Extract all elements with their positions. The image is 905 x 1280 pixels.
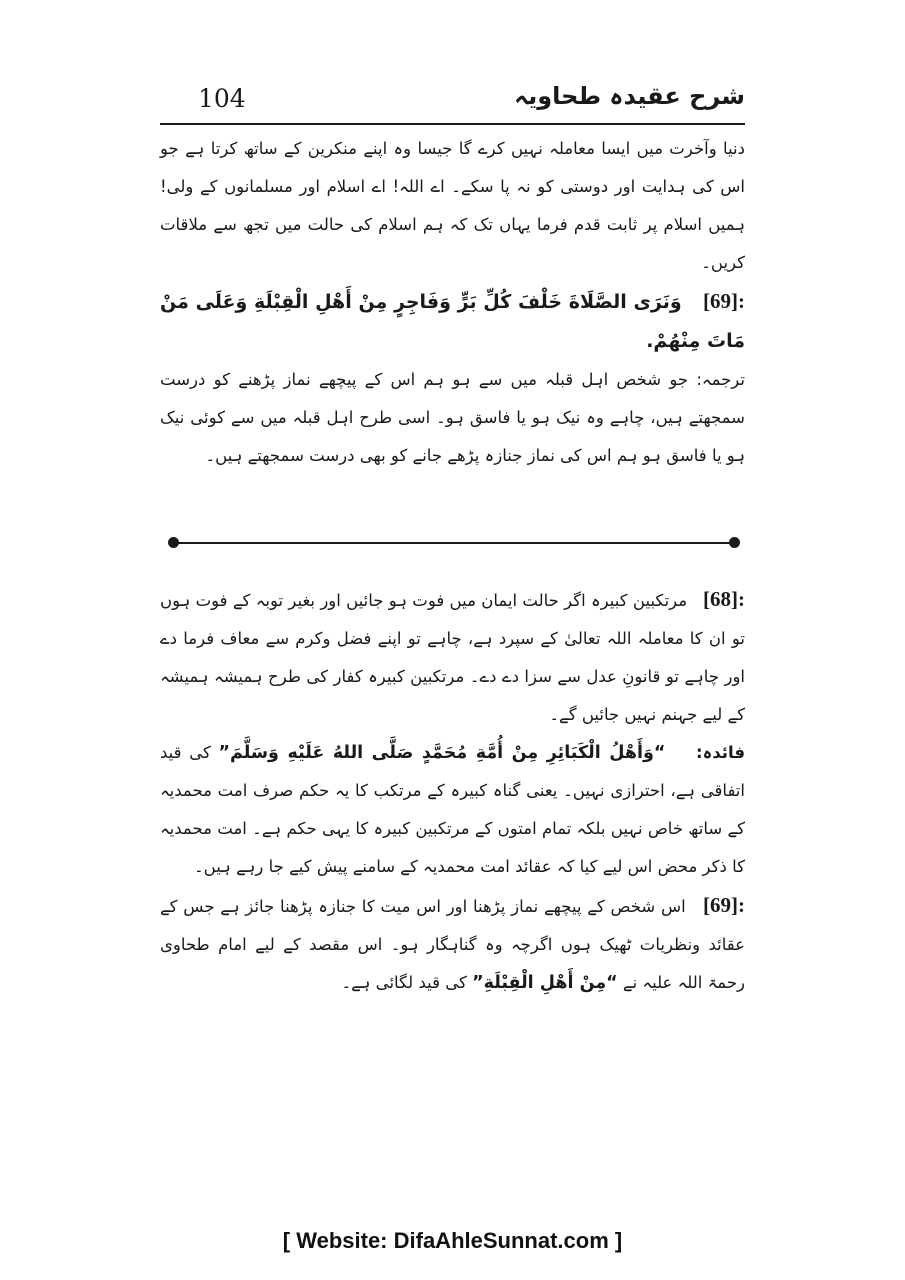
website-footer: [ Website: DifaAhleSunnat.com ] xyxy=(282,1228,623,1253)
matn-paragraph xyxy=(160,282,745,361)
note-68-number: [68]: xyxy=(703,587,745,611)
page-number: 104 xyxy=(198,84,246,113)
running-title: شرح عقیدہ طحاویہ xyxy=(514,82,745,110)
intro-paragraph: دنیا وآخرت میں ایسا معاملہ نہیں کرے گا جیسا وہ اپنے منکرین کے ساتھ کرتا ہے جو اس کی ہدایت اور دوستی کو نہ پا سکے۔ اے اللہ! اے اسلام اور مسلمانوں کے ولی! ہمیں اسلام پر ثابت قدم فرما یہاں تک کہ ہم اسلام کی حالت میں تجھ سے ملاقات کریں۔ xyxy=(160,139,745,272)
note-69-number: [69]: xyxy=(703,893,745,917)
divider-dot-left xyxy=(168,537,179,548)
matn-number: [69]: xyxy=(703,289,745,313)
note-69-text-b: کی قید لگائی ہے۔ xyxy=(341,973,467,992)
faida-text: کی قید اتفاقی ہے، احترازی نہیں۔ یعنی گناہ کبیرہ کے مرتکب کا یہ حکم صرف امت محمدیہ کے ساتھ خاص نہیں بلکہ تمام امتوں کے مرتکبین کبیرہ کا یہی حکم ہے۔ امت محمدیہ کا ذکر محض اس لیے کیا کہ عقائد امت محمدیہ کے سامنے پیش کیے جا رہے ہیں۔ xyxy=(160,743,745,876)
matn-section xyxy=(160,130,745,475)
commentary-section xyxy=(160,580,745,1002)
faida-paragraph xyxy=(160,734,745,886)
section-divider xyxy=(168,537,740,549)
page-header xyxy=(160,80,745,122)
header-rule xyxy=(160,123,745,125)
note-69-paragraph xyxy=(160,886,745,1002)
note-69-arabic-quote: “مِنْ أَهْلِ الْقِبْلَةِ” xyxy=(472,973,618,993)
note-69-text-a: اس شخص کے پیچھے نماز پڑھنا اور اس میت کا جنازہ پڑھنا جائز ہے جس کے عقائد ونظریات ٹھیک ہوں اگرچہ وہ گناہگار ہو۔ اس مقصد کے لیے امام طحاوی رحمۃ اللہ علیہ نے xyxy=(160,897,745,992)
faida-label: فائدہ: xyxy=(696,743,745,762)
faida-arabic-quote: “وَأَهْلُ الْكَبَائِرِ مِنْ أُمَّةِ مُحَمَّدٍ صَلَّى اللهُ عَلَيْهِ وَسَلَّمَ” xyxy=(218,743,666,763)
matn-arabic-text: وَنَرَى الصَّلَاةَ خَلْفَ كُلِّ بَرٍّ وَفَاجِرٍ مِنْ أَهْلِ الْقِبْلَةِ وَعَلَى مَنْ مَاتَ مِنْهُمْ. xyxy=(160,291,745,352)
translation-paragraph: ترجمہ: جو شخص اہل قبلہ میں سے ہو ہم اس کے پیچھے نماز پڑھنے کو درست سمجھتے ہیں، چاہے وہ نیک ہو یا فاسق ہو۔ اسی طرح اہل قبلہ میں سے کوئی نیک ہو یا فاسق ہو ہم اس کی نماز جنازہ پڑھے جانے کو بھی درست سمجھتے ہیں۔ xyxy=(160,370,745,465)
note-68-text: مرتکبین کبیرہ اگر حالت ایمان میں فوت ہو جائیں اور بغیر توبہ کے فوت ہوں تو ان کا معاملہ اللہ تعالیٰ کے سپرد ہے، چاہے تو اپنے فضل وکرم سے معاف فرما دے اور چاہے تو قانونِ عدل سے سزا دے دے۔ مرتکبین کبیرہ کفار کی طرح ہمیشہ ہمیشہ کے لیے جہنم نہیں جائیں گے۔ xyxy=(160,591,745,724)
note-68-paragraph xyxy=(160,580,745,734)
divider-line xyxy=(172,542,736,544)
divider-dot-right xyxy=(729,537,740,548)
